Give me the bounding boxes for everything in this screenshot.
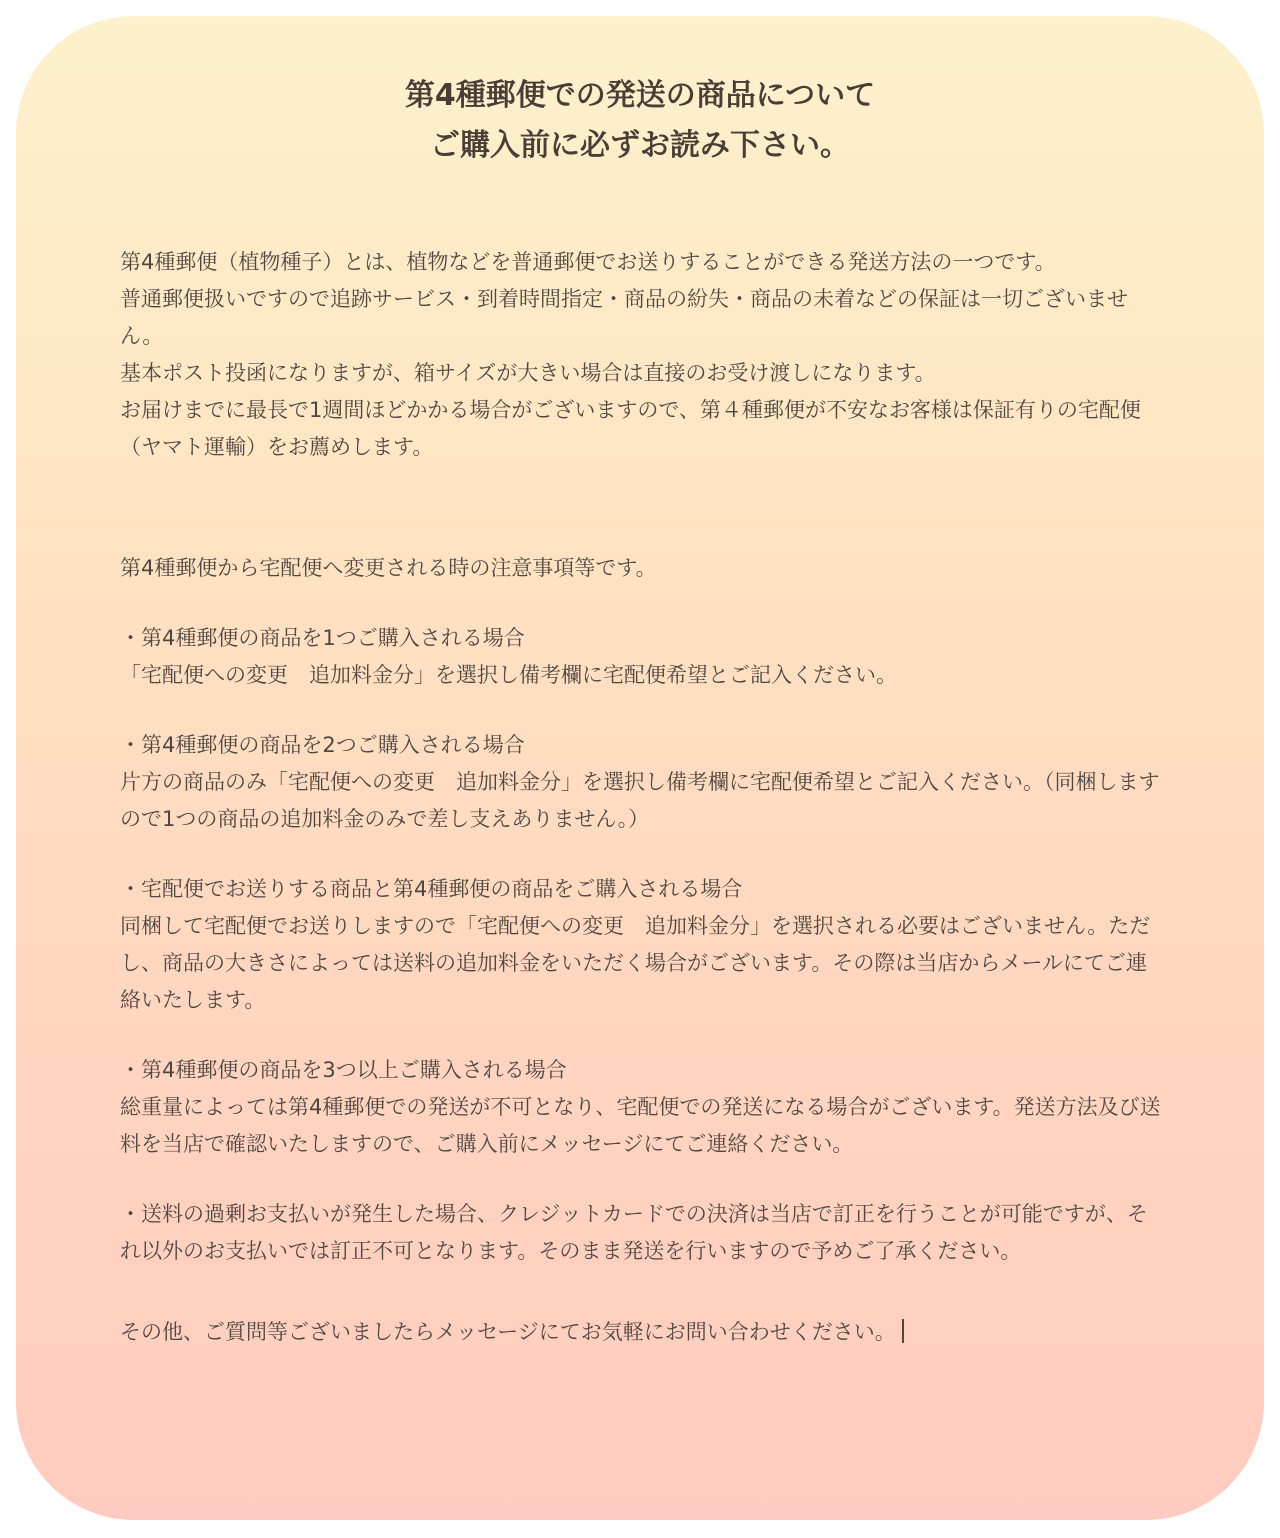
intro-line: お届けまでに最長で1週間ほどかかる場合がございますので、第４種郵便が不安なお客様は保証有りの宅配便（ヤマト運輸）をお薦めします。	[120, 398, 1141, 459]
case-heading: ・宅配便でお送りする商品と第4種郵便の商品をご購入される場合	[120, 877, 743, 901]
intro-line: 普通郵便扱いですので追跡サービス・到着時間指定・商品の紛失・商品の未着などの保証は一切ございません。	[120, 287, 1128, 348]
notice-content[interactable]	[120, 244, 1164, 1351]
case-body: 同梱して宅配便でお送りしますので「宅配便への変更 追加料金分」を選択される必要はございません。ただし、商品の大きさによっては送料の追加料金をいただく場合がございます。その際は当店からメールにてご連絡いたします。	[120, 914, 1151, 1012]
notice-title-line1: 第4種郵便での発送の商品について	[404, 78, 876, 113]
case-body: 「宅配便への変更 追加料金分」を選択し備考欄に宅配便希望とご記入ください。	[120, 663, 897, 687]
intro-line: 第4種郵便（植物種子）とは、植物などを普通郵便でお送りすることができる発送方法の一つです。	[120, 250, 1056, 274]
case-block	[120, 871, 1164, 1019]
change-heading: 第4種郵便から宅配便へ変更される時の注意事項等です。	[120, 556, 657, 580]
case-block	[120, 620, 1164, 694]
case-body: 片方の商品のみ「宅配便への変更 追加料金分」を選択し備考欄に宅配便希望とご記入ください。（同梱しますので1つの商品の追加料金のみで差し支えありません。）	[120, 770, 1160, 831]
closing-line	[120, 1314, 1164, 1351]
closing-text: その他、ご質問等ございましたらメッセージにてお気軽にお問い合わせください。	[120, 1320, 896, 1344]
case-body: 総重量によっては第4種郵便での発送が不可となり、宅配便での発送になる場合がございます。発送方法及び送料を当店で確認いたしますので、ご購入前にメッセージにてご連絡ください。	[120, 1095, 1161, 1156]
notice-card	[16, 16, 1264, 1520]
case-block	[120, 1052, 1164, 1163]
intro-line: 基本ポスト投函になりますが、箱サイズが大きい場合は直接のお受け渡しになります。	[120, 361, 936, 385]
notice-title-line2: ご購入前に必ずお読み下さい。	[430, 128, 850, 163]
refund-note: ・送料の過剰お支払いが発生した場合、クレジットカードでの決済は当店で訂正を行うことが可能ですが、それ以外のお支払いでは訂正不可となります。そのまま発送を行いますので予めご了承ください。	[120, 1202, 1148, 1263]
text-cursor	[902, 1319, 904, 1343]
case-heading: ・第4種郵便の商品を3つ以上ご購入される場合	[120, 1058, 567, 1082]
case-heading: ・第4種郵便の商品を1つご購入される場合	[120, 626, 525, 650]
case-heading: ・第4種郵便の商品を2つご購入される場合	[120, 733, 525, 757]
case-block	[120, 727, 1164, 838]
